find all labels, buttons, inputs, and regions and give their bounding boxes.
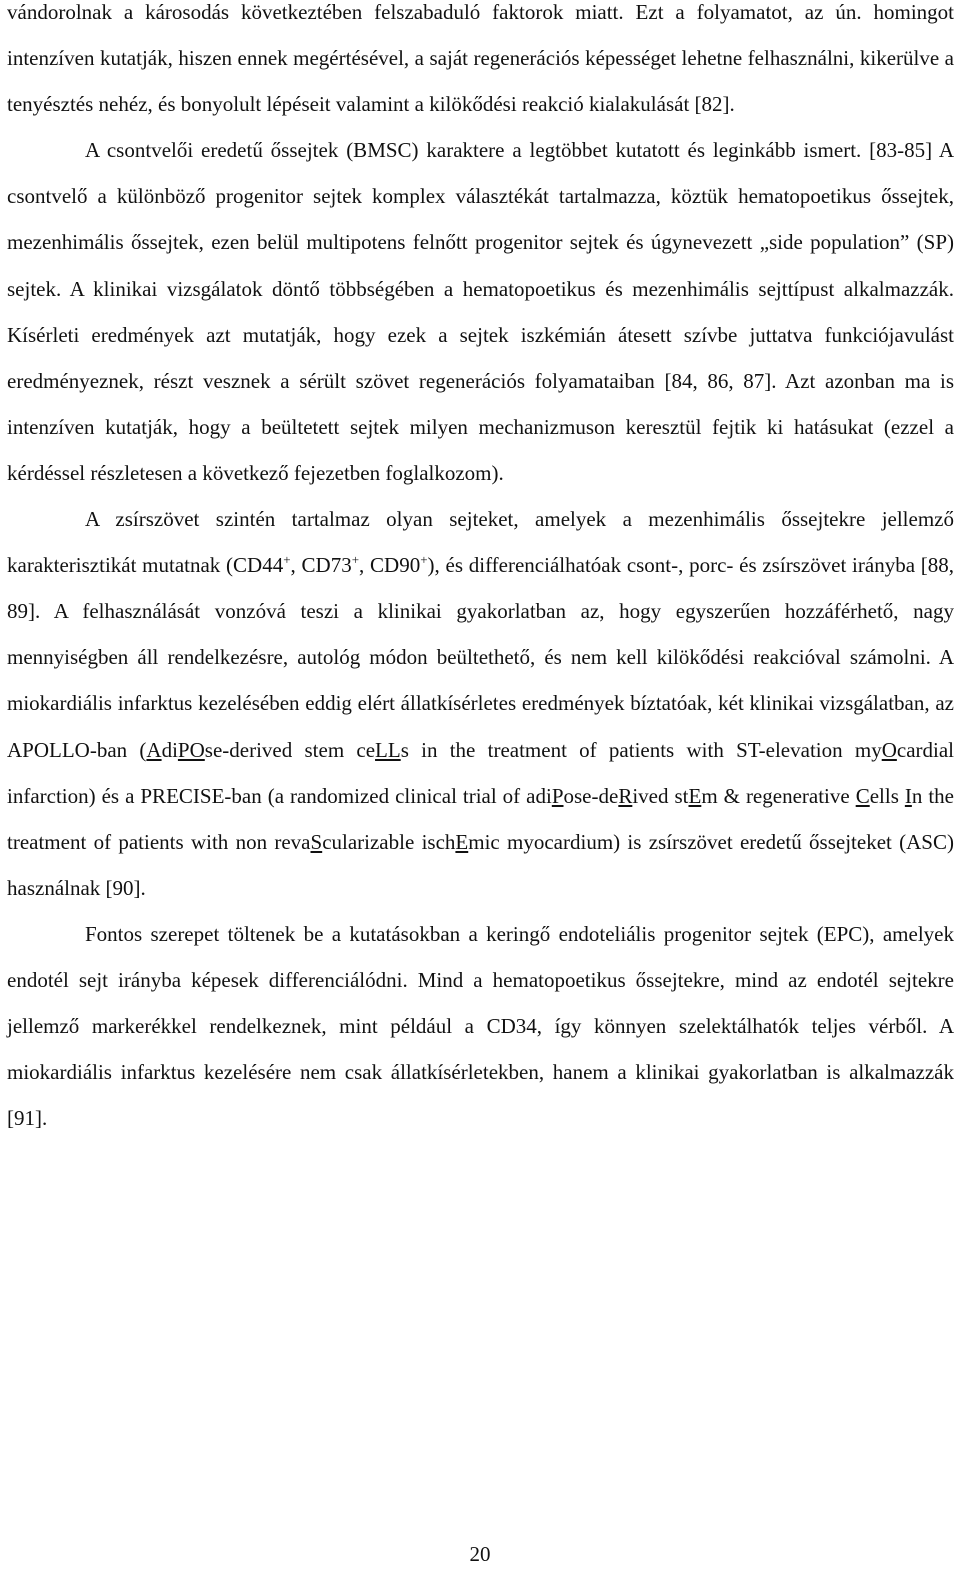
text-run: ells [869, 783, 905, 808]
paragraph-epc [7, 911, 954, 1141]
acronym-letter: O [881, 737, 897, 762]
text-run: s in the treatment of patients with ST-elevation my [400, 737, 882, 762]
text-run: cardial infarction) és a PRECISE-ban (a randomized clinical trial of adi [7, 737, 954, 808]
acronym-letter: I [904, 783, 912, 808]
acronym-letter: LL [375, 737, 401, 762]
text-run: , CD90 [359, 553, 421, 578]
page-number: 20 [469, 1542, 491, 1566]
text-run: ), és differenciálhatóak csont-, porc- és zsírszövet irányba [88, 89]. A felhasználását vonzóvá teszi a klinikai gyakorlatban az, hogy egyszerűen hozzáférhető, nagy mennyiségben áll rendelkezésre, autológ módon beültethető, és nem kell kilökődési reakcióval számolni. A miokardiális infarktus kezelésében eddig elért állatkísérletes eredmények bíztatóak, két klinikai vizsgálatban, az APOLLO-ban ( [7, 553, 954, 762]
acronym-letter: P [551, 783, 564, 808]
text-run: A zsírszövet szintén tartalmaz olyan sejteket, amelyek a mezenhimális őssejtekre jellemző karakterisztikát mutatnak (CD44 [7, 507, 954, 578]
acronym-letter: E [688, 783, 702, 808]
text-run: di [161, 737, 178, 762]
paragraph-homing-text: vándorolnak a károsodás következtében felszabaduló faktorok miatt. Ezt a folyamatot, az ún. homingot intenzíven kutatják, hiszen ennek megértésével, a saját regenerációs képességet lehetne felhasználni, kikerülve a tenyésztés nehéz, és bonyolult lépéseit valamint a kilökődési reakció kialakulását [82]. [7, 0, 954, 117]
acronym-letter: R [618, 783, 633, 808]
paragraph-adipose [7, 496, 954, 911]
superscript-plus: + [351, 552, 360, 568]
paragraph-epc-text: Fontos szerepet töltenek be a kutatásokban a keringő endoteliális progenitor sejtek (EPC), amelyek endotél sejt irányba képesek differenciálódni. Mind a hematopoetikus őssejtekre, mind az endotél sejtekre jellemző markerékkel rendelkeznek, mint például a CD34, így könnyen szelektálhatók teljes vérből. A miokardiális infarktus kezelésére nem csak állatkísérletekben, hanem a klinikai gyakorlatban is alkalmazzák [91]. [7, 921, 954, 1131]
acronym-letter: A [146, 737, 162, 762]
text-run: se-derived stem ce [204, 737, 376, 762]
superscript-plus: + [420, 552, 428, 568]
text-run: ived st [632, 783, 689, 808]
acronym-letter: E [455, 829, 469, 854]
superscript-plus: + [283, 552, 291, 568]
text-run: , CD73 [290, 553, 352, 578]
acronym-letter: S [310, 829, 323, 854]
text-run: cularizable isch [322, 829, 456, 854]
acronym-letter: C [855, 783, 870, 808]
text-run: mic myocardium) is zsírszövet eredetű őssejteket (ASC) használnak [90]. [7, 829, 954, 900]
text-run: n the treatment of patients with non reva [7, 783, 954, 854]
text-run: m & regenerative [701, 783, 856, 808]
paragraph-bmsc-text: A csontvelői eredetű őssejtek (BMSC) karaktere a legtöbbet kutatott és leginkább ismert. [83-85] A csontvelő a különböző progenitor sejtek komplex választékát tartalmazza, köztük hematopoetikus őssejtek, mezenhimális őssejtek, ezen belül multipotens felnőtt progenitor sejtek és úgynevezett „side population” (SP) sejtek. A klinikai vizsgálatok döntő többségében a hematopoetikus és mezenhimális sejttípust alkalmazzák. Kísérleti eredmények azt mutatják, hogy ezek a sejtek iszkémián átesett szívbe juttatva funkciójavulást eredményeznek, részt vesznek a sérült szövet regenerációs folyamataiban [84, 86, 87]. Azt azonban ma is intenzíven kutatják, hogy a beültetett sejtek milyen mechanizmuson keresztül fejtik ki hatásukat (ezzel a kérdéssel részletesen a következő fejezetben foglalkozom). [7, 138, 954, 485]
paragraph-homing [7, 0, 954, 127]
paragraph-bmsc [7, 127, 954, 496]
text-run: ose-de [563, 783, 619, 808]
document-body [7, 0, 954, 1141]
acronym-letter: PO [177, 737, 205, 762]
